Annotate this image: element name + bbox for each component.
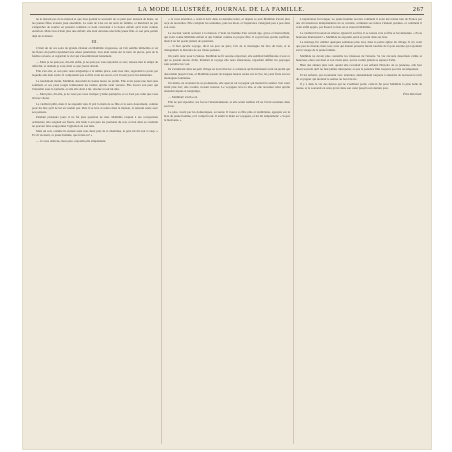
column-paragraph: L'explication fut longue. Le jeune homme raconta comment il avait été retenu loin de France par des circonstances indépendantes de sa volonté, comment ses lettres s'étaient perdues, et comment il avait enfin appris, par hasard, le lieu où se trouvait Mathilde. xyxy=(296,17,422,30)
column-paragraph: Ils s'arrêtèrent dans un petit village au bord d'un lac. La maison qu'ils habitaient avait un jardin qui descendait jusqu'à l'eau, et Mathilde passait de longues heures assise sur la rive, les yeux fixés sur les montagnes lointaines. xyxy=(164,67,290,80)
column-paragraph: « Je vous attendrai, » avait-il écrit dans sa dernière lettre, et depuis ce jour Mathilde n'avait plus reçu de nouvelles. Elle comptait les semaines, puis les mois, et l'espérance s'éteignait peu à peu dans son cœur. xyxy=(164,17,290,30)
column-divider xyxy=(161,17,162,444)
column-paragraph: Elle s'en alla, et son père resta longtemps à la même place, sans rien dire, regardant la porte par laquelle elle était sortie. Il comprenait que sa fille avait un secret, et il n'osait pas le lui demander. xyxy=(32,69,158,78)
author-signature: Élise Reichard. xyxy=(403,91,422,96)
section-heading: III. xyxy=(91,38,99,44)
column-paragraph: — Mais je ne puis pas, dit-elle enfin, je ne puis pas vous répondre ce soir; laissez-moi le temps de réfléchir, et demain je vous dirai ce que j'aurai décidé. xyxy=(32,59,158,68)
column-paragraph: Bien des années plus tard, quand elle racontait à ses enfants l'histoire de sa jeunesse, elle leur disait souvent qu'il ne faut jamais désespérer, et que la patience finit toujours par être récompensée. xyxy=(296,63,422,72)
journal-title: LA MODE ILLUSTRÉE, JOURNAL DE LA FAMILLE. xyxy=(138,5,305,13)
column-paragraph: C'était un de ces soirs de grande chaleur où Mathilde s'oppresse, où l'air semble immobile et où les fleurs du jardin répandent une odeur pénétrante. Lisa était assise sur le banc de pierre, près de la fenêtre ouverte, et regardait le ciel qui s'assombrissait lentement. xyxy=(32,45,158,59)
column-paragraph: Le docteur venait souvent à la maison. C'était un homme d'un certain âge, grave et bienveillant, qui avait connu Mathilde enfant et qui l'aimait comme sa propre fille. Il voyait bien qu'elle souffrait, mais il ne lui posait jamais de questions. xyxy=(164,30,290,43)
column-paragraph: Un matin, en revenant de sa promenade, elle aperçut un voyageur qui montait le sentier. Son cœur battit plus fort; elle s'arrêta, n'osant avancer. Le voyageur leva la tête, et elle reconnut celui qu'elle attendait depuis si longtemps. xyxy=(164,81,290,94)
newspaper-page xyxy=(22,2,432,450)
column-paragraph: Le vieillard l'écoutait en silence. Quand il eut fini, il se tourna vers sa fille et lui demanda: « Es-tu heureuse maintenant? » Mathilde ne répondit qu'en se jetant dans ses bras. xyxy=(296,30,422,39)
column-paragraph: — Il faut qu'elle voyage, dit-il un jour au père; l'air de la montagne lui fera du bien, et le changement la distraira de ses tristes pensées. xyxy=(164,44,290,53)
column-paragraph: Le mariage fut célébré quelques semaines plus tard, dans la petite église du village. Il n'y avait que peu de monde, mais tous ceux qui étaient présents furent touchés de la joie sereine qui rayonnait sur le visage de la jeune femme. xyxy=(296,40,422,53)
column-paragraph: Le lendemain matin, Mathilde descendit de bonne heure au jardin. Elle avait passé une nuit sans sommeil, et ses yeux rougis trahissaient les larmes qu'elle avait versées. Elle trouva son père qui l'attendait sous la tonnelle, et elle alla droit à lui, résolue à tout lui dire. xyxy=(32,78,158,91)
column-paragraph: Et les enfants, qui écoutaient avec attention, demandaient toujours à entendre de nouveau le récit du voyageur qui montait le sentier au bord du lac. xyxy=(296,72,422,81)
text-column-1 xyxy=(32,17,158,444)
column-paragraph: Il y a dans la vie des heures qui ne s'oublient point; celle-là fut pour Mathilde la plus belle de toutes, et le souvenir en resta gravé dans son cœur jusqu'à son dernier jour. xyxy=(296,82,422,91)
column-paragraph: Elle ne put répondre; ses forces l'abandonnèrent, et elle serait tombée s'il ne l'avait soutenue dans ses bras. xyxy=(164,100,290,109)
column-paragraph: — Je vous obéirais, mon père, répondit-elle simplement. xyxy=(36,138,107,143)
column-paragraph: Mais un soir, comme ils étaient assis tous deux près de la cheminée, le père lui dit tout à coup: « Et s'il revenait, ce jeune homme, que ferais-tu? » xyxy=(32,129,158,138)
column-divider xyxy=(293,17,294,444)
text-column-2 xyxy=(164,17,290,444)
column-paragraph: Le vieillard pâlit, mais il ne répondit rien. Il prit la main de sa fille et la serra doucement, comme pour lui dire qu'il ne lui en voulait pas. Puis il se leva et rentra dans la maison, la laissant seule avec ses pensées. xyxy=(32,101,158,115)
column-paragraph: — Mathilde! s'écria-t-il. xyxy=(168,94,199,99)
page-number: 267 xyxy=(412,5,424,13)
column-paragraph: Le père, averti par les domestiques, accourut. Il trouva sa fille pâle et tremblante, appuyée sur le bras du jeune homme, et il comprit tout. Il tendit la main au voyageur, et lui dit simplement: « Soyez le bienvenu. » xyxy=(164,109,290,122)
header-rule xyxy=(30,14,424,15)
column-paragraph: — Mon père, dit-elle, je ne veux pas vous tromper; j'aime quelqu'un, et ce n'est pas celui que vous m'avez choisi. xyxy=(32,92,158,101)
column-paragraph: ne le laissait pas de la maison et que Lisa gardait le souvenir de ce petit parc entouré de haies, où les jeunes filles avaient joué ensemble. Le nom de Lisa est un nom de famille, et Reichard ne put s'empêcher de sourire en pensant combien ce nom convenait à la douce enfant qu'il avait connue autrefois. Mais Lisa n'était plus une enfant; elle était devenue une belle jeune fille, et son père parlait déjà de la marier. xyxy=(32,17,158,38)
text-column-3 xyxy=(296,17,422,444)
column-paragraph: Mathilde ne devait plus connaître les tristesses de l'attente. Sa vie s'écoula désormais calme et heureuse, entre son mari et son vieux père, qui ne voulut jamais se séparer d'elle. xyxy=(296,53,422,62)
column-paragraph: On partit donc pour la Suisse. Mathilde ne fit aucune objection; elle semblait indifférente à tout ce qui se passait autour d'elle. Pendant le voyage elle resta silencieuse, regardant défiler les paysages sans paraître les voir. xyxy=(164,53,290,67)
page-header xyxy=(30,5,424,13)
column-paragraph: Pendant plusieurs jours il ne fut plus question de rien. Mathilde vaquait à ses occupations ordinaires; elle soignait ses fleurs, elle lisait à son père les journaux du soir, et rien dans sa conduite ne pouvait faire soupçonner l'agitation de son âme. xyxy=(32,115,158,128)
